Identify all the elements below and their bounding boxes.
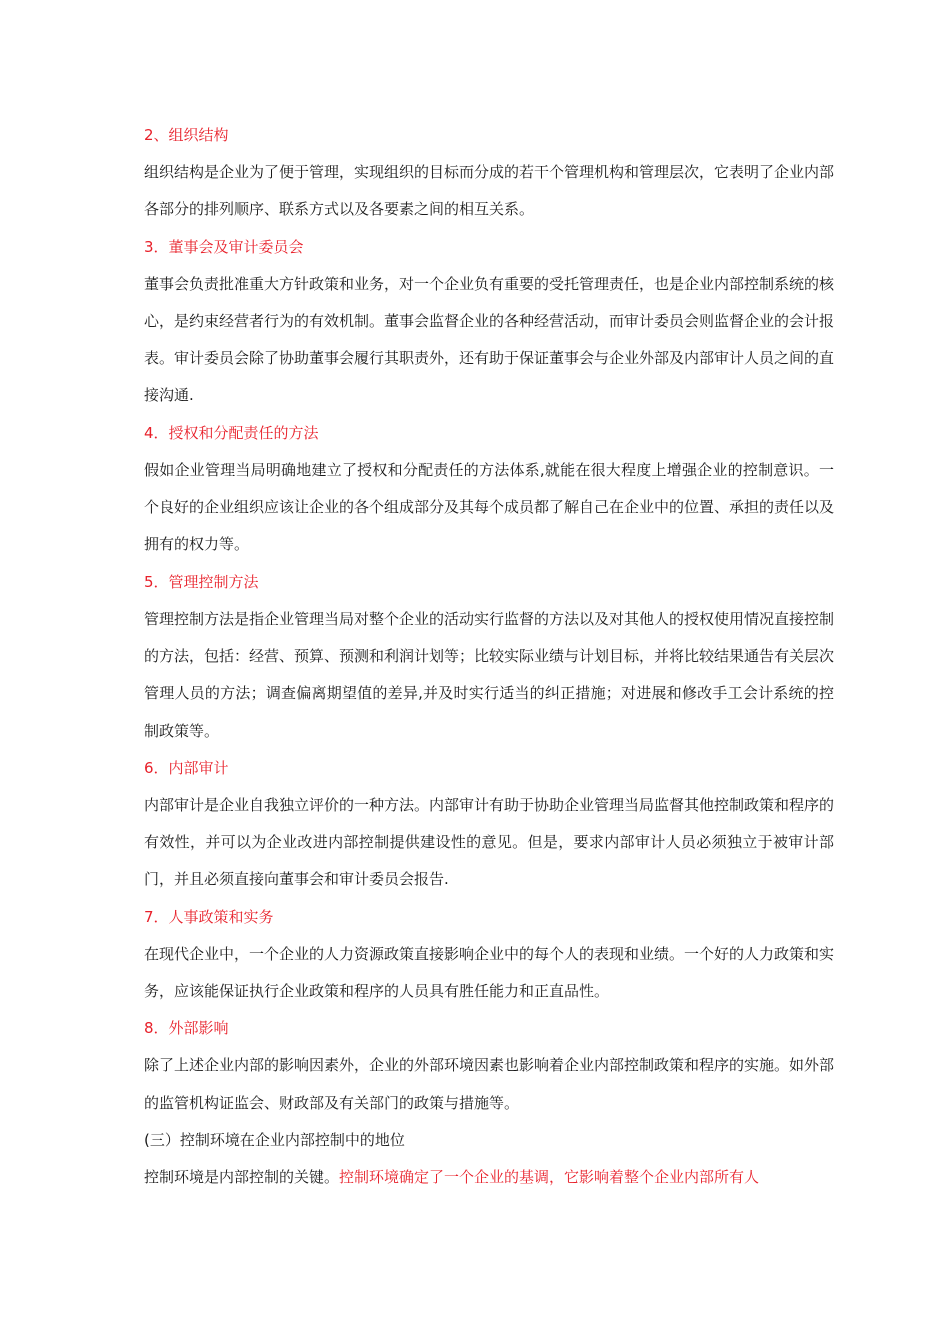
section-body-authorization: 假如企业管理当局明确地建立了授权和分配责任的方法体系,就能在很大程度上增强企业的控制意识。一个良好的企业组织应该让企业的各个组成部分及其每个成员都了解自己在企业中的位置、承担的责任以及拥有的权力等。 xyxy=(144,460,835,554)
section-body-external-influence: 除了上述企业内部的影响因素外，企业的外部环境因素也影响着企业内部控制政策和程序的实施。如外部的监管机构证监会、财政部及有关部门的政策与措施等。 xyxy=(144,1056,835,1112)
section-heading-external-influence: 8．外部影响 xyxy=(144,1019,229,1038)
control-environment-plain-text: 控制环境是内部控制的关键。 xyxy=(144,1167,340,1186)
section-heading-internal-audit: 6．内部审计 xyxy=(144,758,229,777)
document-body xyxy=(144,117,834,1196)
section-body-internal-audit: 内部审计是企业自我独立评价的一种方法。内部审计有助于协助企业管理当局监督其他控制政策和程序的有效性，并可以为企业改进内部控制提供建设性的意见。但是，要求内部审计人员必须独立于被审计部门，并且必须直接向董事会和审计委员会报告. xyxy=(144,795,835,889)
control-environment-highlight-text: 控制环境确定了一个企业的基调，它影响着整个企业内部所有人 xyxy=(339,1167,760,1186)
section-body-control-environment xyxy=(144,1159,834,1196)
section-heading-hr-policy: 7．人事政策和实务 xyxy=(144,907,274,926)
section-heading-board-audit: 3．董事会及审计委员会 xyxy=(144,237,304,256)
section-heading-org-structure: 2、组织结构 xyxy=(144,126,229,144)
section-body-org-structure: 组织结构是企业为了便于管理，实现组织的目标而分成的若干个管理机构和管理层次，它表明了企业内部各部分的排列顺序、联系方式以及各要素之间的相互关系。 xyxy=(144,163,835,219)
section-heading-control-environment: (三）控制环境在企业内部控制中的地位 xyxy=(144,1130,405,1149)
section-heading-management-control: 5．管理控制方法 xyxy=(144,572,259,591)
section-body-board-audit: 董事会负责批准重大方针政策和业务，对一个企业负有重要的受托管理责任，也是企业内部控制系统的核心，是约束经营者行为的有效机制。董事会监督企业的各种经营活动，而审计委员会则监督企业的会计报表。审计委员会除了协助董事会履行其职责外，还有助于保证董事会与企业外部及内部审计人员之间的直接沟通. xyxy=(144,274,835,405)
section-heading-authorization: 4．授权和分配责任的方法 xyxy=(144,423,319,442)
section-body-management-control: 管理控制方法是指企业管理当局对整个企业的活动实行监督的方法以及对其他人的授权使用情况直接控制的方法，包括：经营、预算、预测和利润计划等；比较实际业绩与计划目标，并将比较结果通告有关层次管理人员的方法；调查偏离期望值的差异,并及时实行适当的纠正措施；对进展和修改手工会计系统的控制政策等。 xyxy=(144,609,835,740)
section-body-hr-policy: 在现代企业中，一个企业的人力资源政策直接影响企业中的每个人的表现和业绩。一个好的人力政策和实务，应该能保证执行企业政策和程序的人员具有胜任能力和正直品性。 xyxy=(144,944,835,1001)
